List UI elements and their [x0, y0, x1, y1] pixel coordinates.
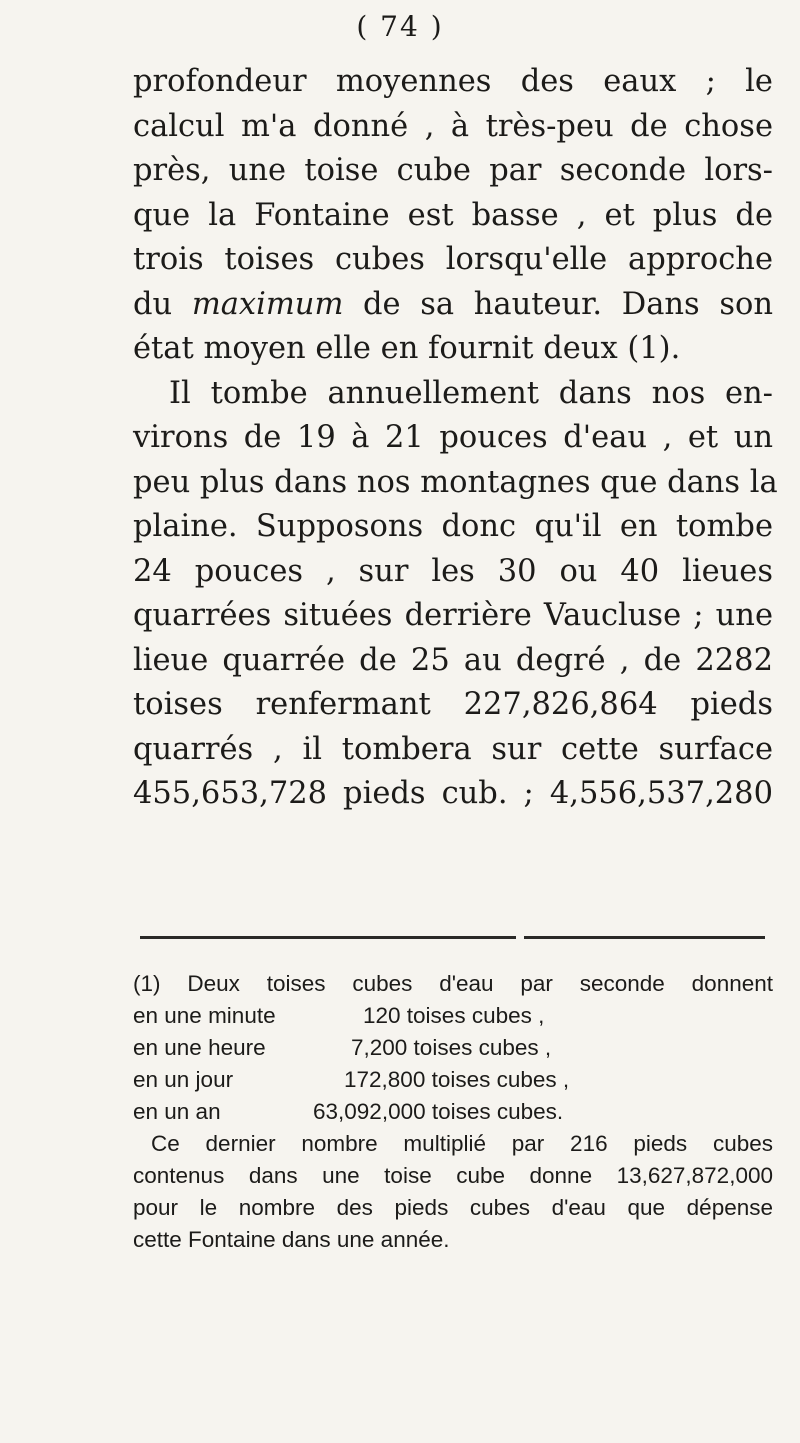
- text-line: peu plus dans nos montagnes que dans la: [133, 464, 778, 500]
- text-fragment: du: [133, 286, 192, 322]
- text-line: quarrés , il tombera sur cette surface: [133, 731, 773, 767]
- footnote-line: pour le nombre des pieds cubes d'eau que dépense: [133, 1195, 773, 1220]
- text-line: près, une toise cube par seconde lors-: [133, 153, 773, 188]
- page-number: ( 74 ): [356, 10, 444, 43]
- text-line: [133, 283, 773, 328]
- footnote-row: [133, 1064, 773, 1096]
- footnote-row: [133, 1032, 773, 1064]
- text-line: toises renfermant 227,826,864 pieds: [133, 687, 773, 722]
- footnote: [133, 968, 773, 1256]
- row-label: en une heure: [133, 1035, 266, 1060]
- row-label: en un an: [133, 1099, 221, 1124]
- row-value: 120 toises cubes ,: [363, 1003, 545, 1028]
- text-line: lieue quarrée de 25 au degré , de 2282: [133, 642, 773, 678]
- text-fragment: de sa hauteur. Dans son: [343, 286, 773, 322]
- text-line: état moyen elle en fournit deux (1).: [133, 331, 681, 366]
- row-label: en un jour: [133, 1067, 234, 1092]
- text-line: virons de 19 à 21 pouces d'eau , et un: [133, 420, 773, 455]
- footnote-row: [133, 1000, 773, 1032]
- footnote-intro: (1) Deux toises cubes d'eau par seconde donnent: [133, 971, 773, 996]
- text-line: 455,653,728 pieds cub. ; 4,556,537,280: [133, 776, 773, 811]
- text-line: profondeur moyennes des eaux ; le: [133, 64, 773, 99]
- footnote-line: Ce dernier nombre multiplié par 216 pieds cubes: [151, 1131, 773, 1156]
- text-line: 24 pouces , sur les 30 ou 40 lieues: [133, 553, 773, 589]
- row-value: 7,200 toises cubes ,: [351, 1035, 552, 1060]
- text-line: quarrées situées derrière Vaucluse ; une: [133, 598, 773, 633]
- text-line: trois toises cubes lorsqu'elle approche: [133, 242, 773, 277]
- italic-word: maximum: [191, 286, 344, 322]
- footnote-line: cette Fontaine dans une année.: [133, 1227, 450, 1252]
- text-line: plaine. Supposons donc qu'il en tombe: [133, 509, 773, 544]
- footnote-divider: [140, 936, 765, 939]
- divider-gap: [516, 934, 524, 941]
- main-text: [133, 60, 778, 817]
- row-label: en une minute: [133, 1003, 276, 1028]
- text-line: calcul m'a donné , à très-peu de chose: [133, 108, 773, 144]
- footnote-row: [133, 1096, 773, 1128]
- row-value: 172,800 toises cubes ,: [344, 1067, 570, 1092]
- row-value: 63,092,000 toises cubes.: [313, 1099, 564, 1124]
- text-line: Il tombe annuellement dans nos en-: [169, 375, 773, 411]
- text-line: que la Fontaine est basse , et plus de: [133, 197, 773, 233]
- footnote-line: contenus dans une toise cube donne 13,627,872,000: [133, 1163, 773, 1188]
